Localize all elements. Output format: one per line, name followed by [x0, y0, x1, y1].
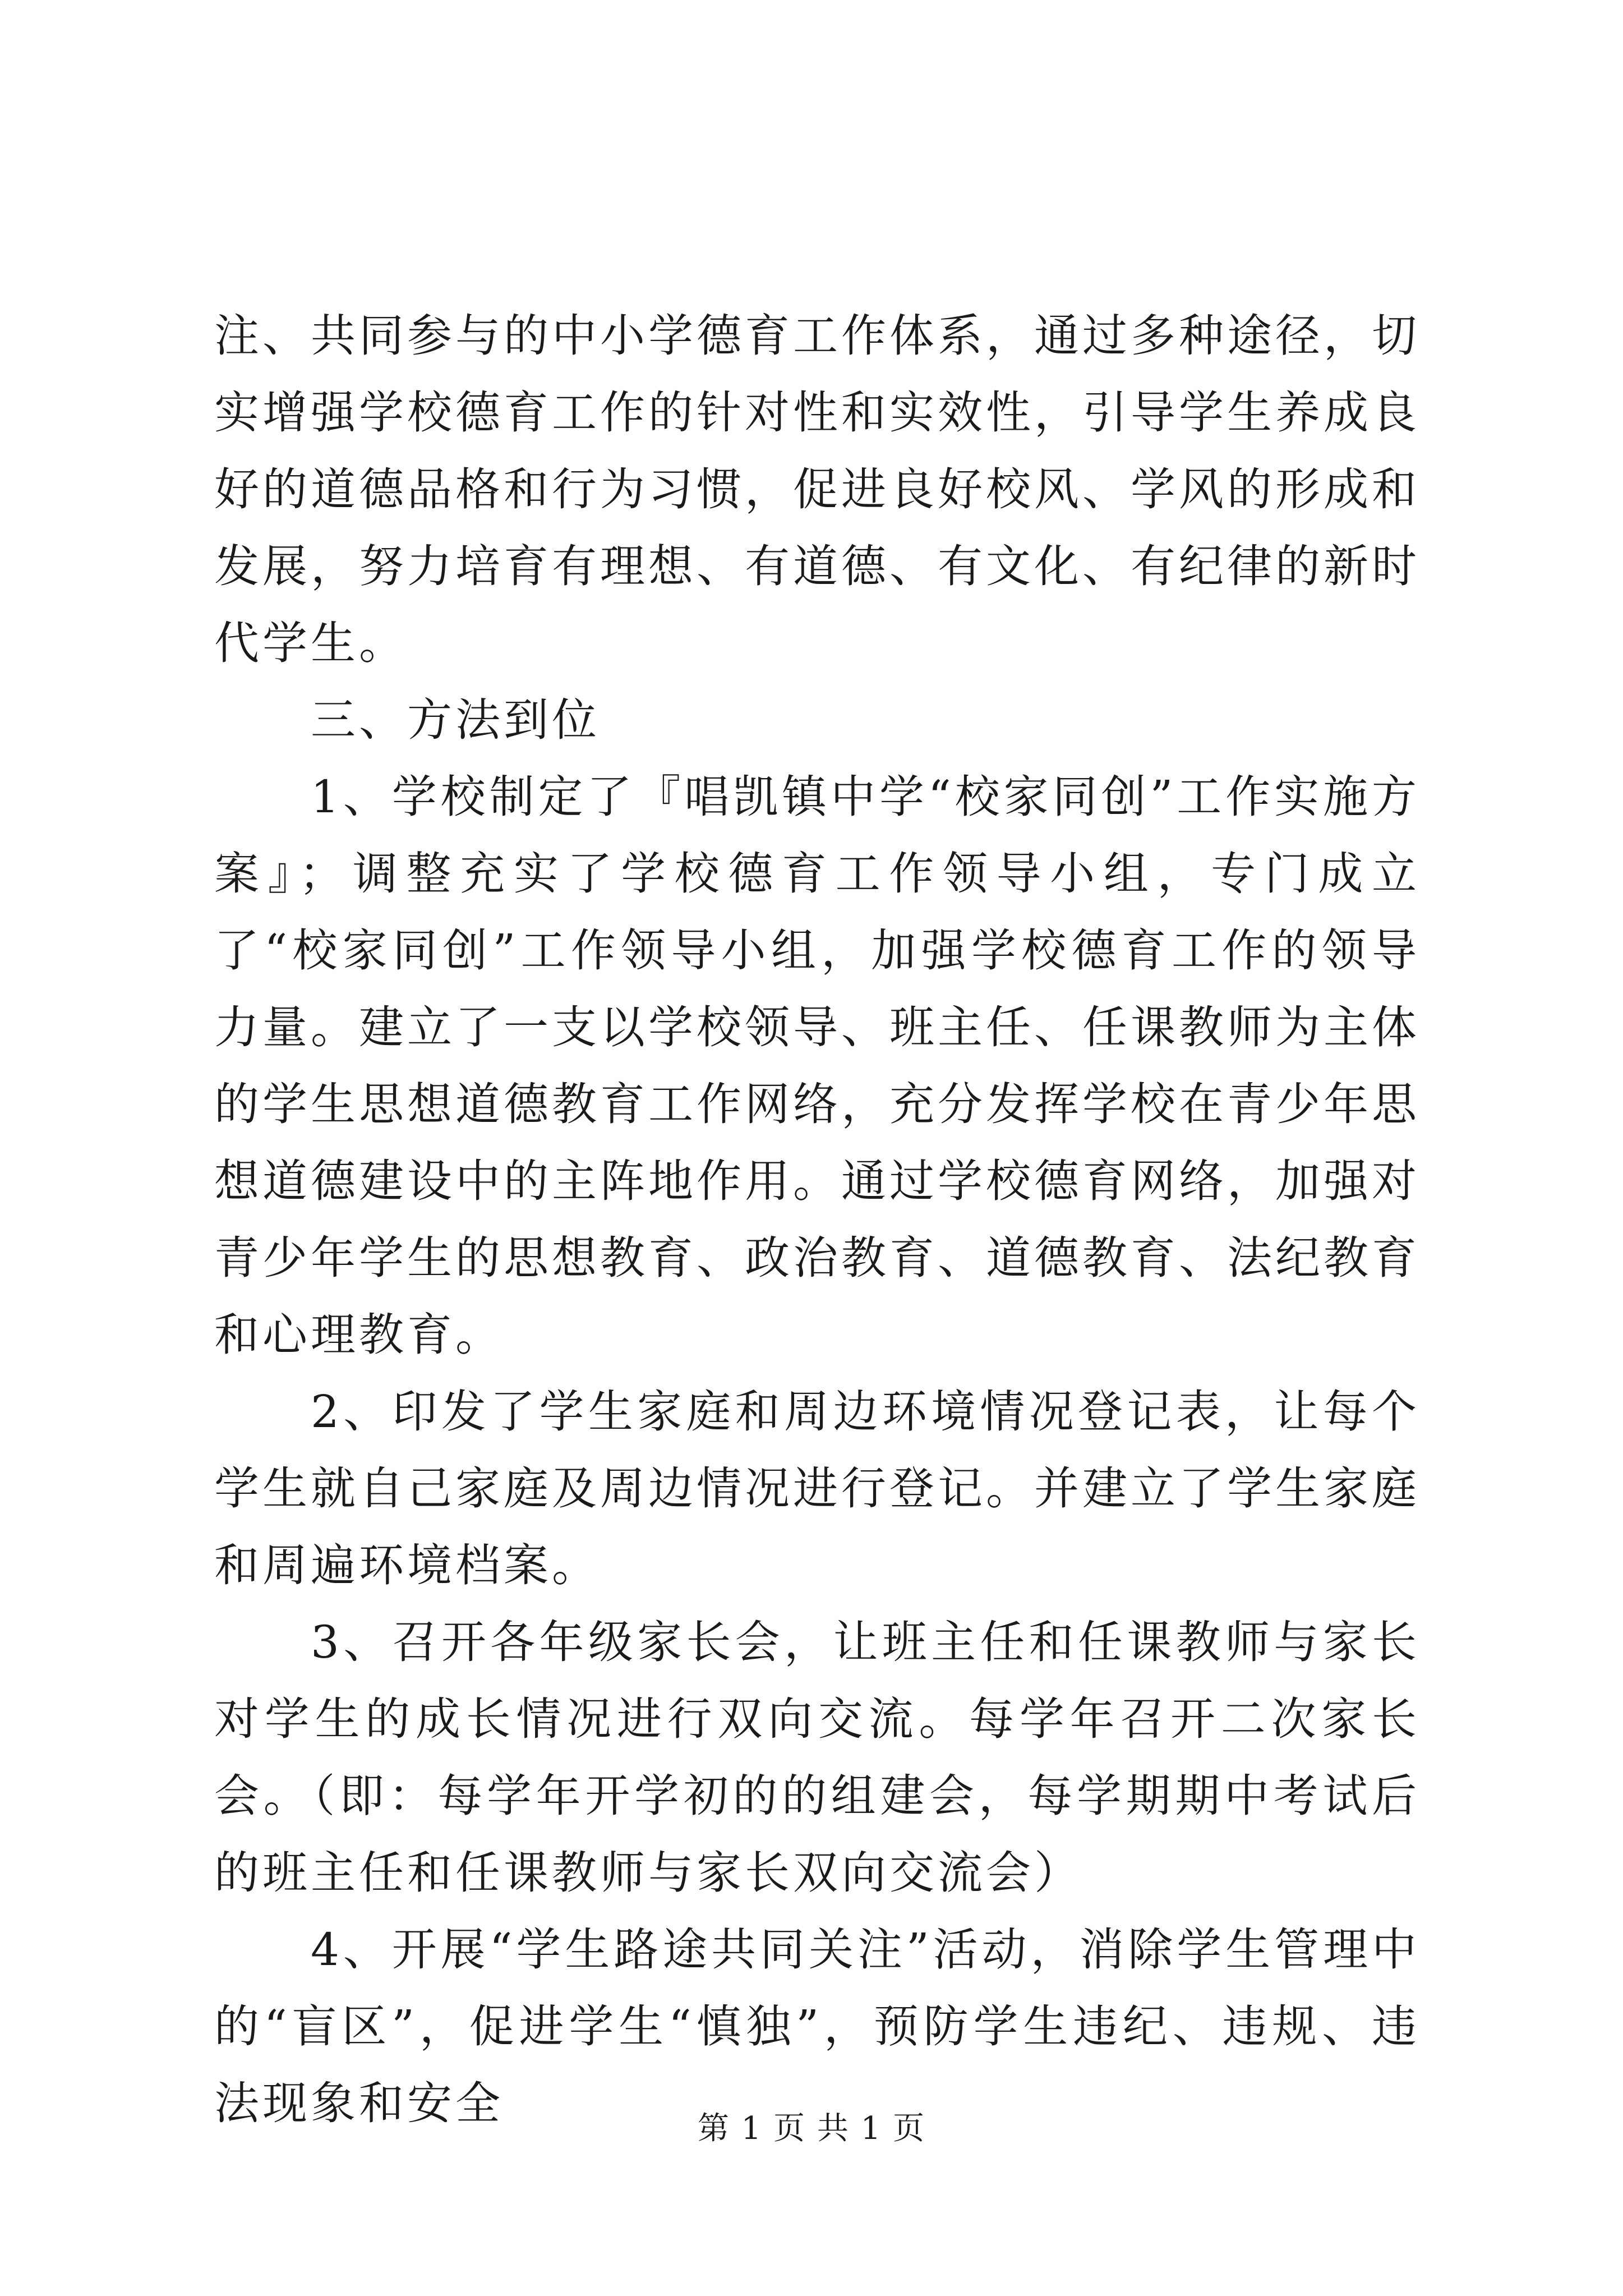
section-heading: 三、方法到位 [311, 694, 600, 746]
page-footer: 第 1 页 共 1 页 [697, 2110, 926, 2147]
document-body [214, 297, 1420, 2142]
paragraph-item-4: 4、开展“学生路途共同关注”活动，消除学生管理中的“盲区”，促进学生“慎独”，预防学生违纪、违规、违法现象和安全 [214, 1924, 1420, 2129]
paragraph-item-3: 3、召开各年级家长会，让班主任和任课教师与家长对学生的成长情况进行双向交流。每学年召开二次家长会。（即：每学年开学初的的组建会，每学期期中考试后的班主任和任课教师与家长双向交流会） [214, 1616, 1420, 1899]
paragraph-item-2: 2、印发了学生家庭和周边环境情况登记表，让每个学生就自己家庭及周边情况进行登记。并建立了学生家庭和周遍环境档案。 [214, 1386, 1420, 1591]
paragraph-continuation: 注、共同参与的中小学德育工作体系，通过多种途径，切实增强学校德育工作的针对性和实效性，引导学生养成良好的道德品格和行为习惯，促进良好校风、学风的形成和发展，努力培育有理想、有道德、有文化、有纪律的新时代学生。 [214, 310, 1420, 669]
paragraph-item-1: 1、学校制定了『唱凯镇中学“校家同创”工作实施方案』；调整充实了学校德育工作领导小组，专门成立了“校家同创”工作领导小组，加强学校德育工作的领导力量。建立了一支以学校领导、班主任、任课教师为主体的学生思想道德教育工作网络，充分发挥学校在青少年思想道德建设中的主阵地作用。通过学校德育网络，加强对青少年学生的思想教育、政治教育、道德教育、法纪教育和心理教育。 [214, 771, 1420, 1361]
